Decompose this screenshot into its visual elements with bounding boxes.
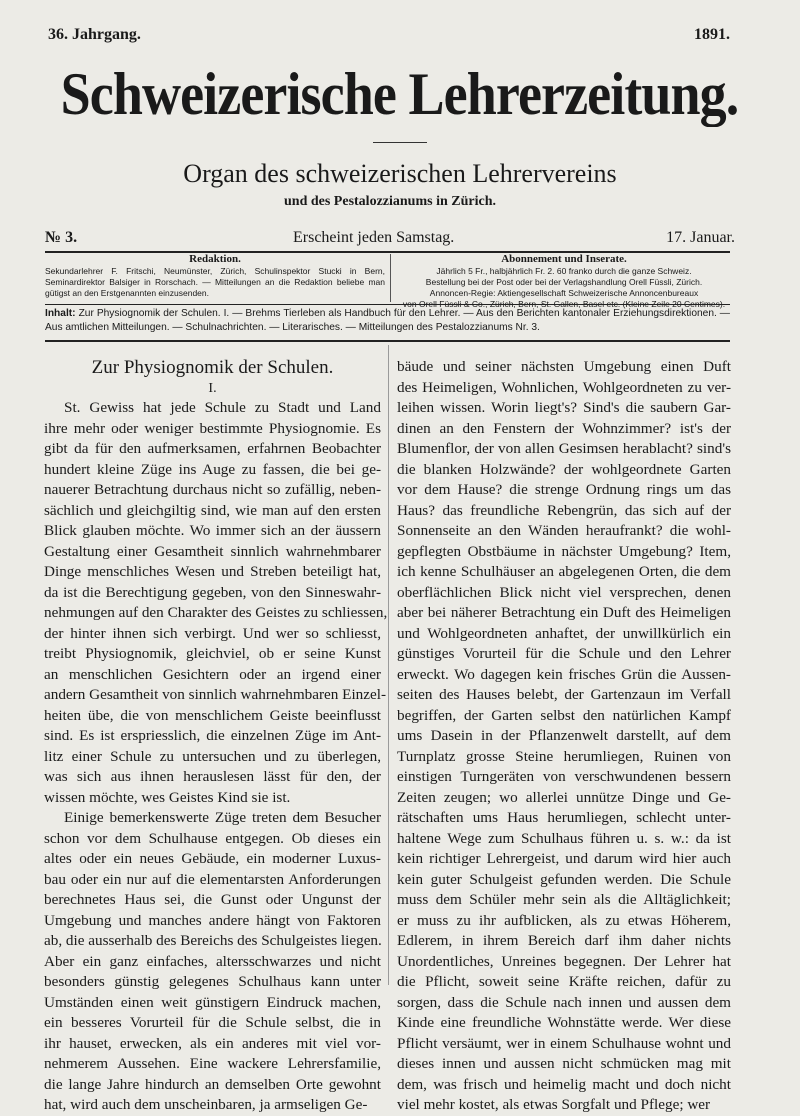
text-line: ein besseres Vorurteil für die Schule selbst, die in bbox=[44, 1014, 381, 1031]
text-line: nauerer Betrachtung durchaus nicht so zufällig, neben- bbox=[44, 481, 381, 498]
text-line: heiten übe, die von menschlichem Geiste beeinflusst bbox=[44, 706, 381, 724]
text-line: kein guter Schulgeist gefunden werden. Die Schule bbox=[397, 870, 731, 888]
left-column-text bbox=[44, 398, 388, 1116]
text-line: ihr hauset, erwecken, als ein anderes mit viel vor- bbox=[44, 1034, 381, 1052]
redaktion-text: Sekundarlehrer F. Fritschi, Neumünster, Zürich, Schulinspektor Stucki in Bern, Seminardirektor Balsiger in Rorschach. — Mitteilungen an die Redaktion beliebe man gütigst an den Erstgenannten einzusenden. bbox=[45, 266, 385, 298]
text-line: ich kenne Schulhäuser an abgelegenen Orten, die dem bbox=[397, 563, 731, 580]
text-line: kein richtiger Lehrergeist, und darum wird hier auch bbox=[397, 850, 731, 867]
title-underline bbox=[373, 142, 427, 143]
text-line: besonders günstig gelegenes Schulhaus kann unter bbox=[44, 973, 381, 990]
text-line: Gestaltung einer Gesamtheit sinnlich wahrnehmbarer bbox=[44, 542, 381, 560]
text-line: oberflächlichen Blick nicht viel versprechen, denen bbox=[397, 583, 731, 601]
text-line: aber bei näherer Betrachtung ein Duft des Heimeligen bbox=[397, 604, 731, 621]
text-line: bau oder ein nur auf die elementarsten Anforderungen bbox=[44, 870, 381, 888]
redaktion-box bbox=[45, 253, 385, 301]
text-line: Umgebung und manches andere hängt von Faktoren bbox=[44, 911, 381, 929]
text-line: bäude und seiner nächsten Umgebung einen Duft bbox=[397, 358, 731, 375]
text-line: ihre mehr oder weniger bestimmte Physiognomie. Es bbox=[44, 419, 381, 437]
text-line: Sonnenseite an den Wänden heraufrankt? die wohl- bbox=[397, 522, 731, 539]
text-line: ab, die ausserhalb des Bereichs des Schulgeistes liegen. bbox=[44, 932, 382, 949]
text-line: die lange Jahre hindurch an demselben Orte gewohnt bbox=[44, 1075, 381, 1093]
text-line: nehmerem Aussehen. Eine wackere Lehrersfamilie, bbox=[44, 1055, 381, 1072]
issue-row bbox=[45, 229, 735, 249]
abonnement-line: Annoncen-Regie: Aktiengesellschaft Schweizerische Annoncenbureaux bbox=[429, 288, 699, 298]
article-title: Zur Physiognomik der Schulen. bbox=[91, 357, 334, 378]
redaktion-heading: Redaktion. bbox=[189, 253, 241, 265]
text-line: altes oder ein neues Gebäude, ein moderner Luxus- bbox=[44, 850, 381, 867]
text-line: Zeiten zeugen; wo allerlei unnütze Dinge und Ge- bbox=[397, 788, 731, 806]
text-line: die blanken Holzwände? der wohlgeordnete Garten bbox=[397, 460, 731, 478]
abonnement-box bbox=[398, 253, 730, 309]
text-line: treibt Physiognomik, gleichviel, ob er seine Kunst bbox=[44, 645, 381, 662]
text-line: hundert kleine Züge ins Auge zu fassen, die bei ge- bbox=[44, 460, 381, 478]
text-line: Umständen einen weit günstigern Eindruck machen, bbox=[44, 993, 381, 1011]
text-line: dieses innen und aussen nicht schmücken mag mit bbox=[397, 1055, 731, 1072]
volume-label: 36. Jahrgang. bbox=[48, 26, 141, 43]
text-line: des Heimeligen, Wohnlichen, Wohlgeordneten zu ver- bbox=[397, 378, 731, 396]
rule-middle bbox=[45, 304, 730, 305]
abonnement-line: von Orell Füssli & Co., Zürich, Bern, St. Gallen, Basel etc. (Kleine Zeile 20 Centimes). bbox=[402, 299, 726, 309]
text-line: er muss zu ihr aufblicken, als zu etwas Höherem, bbox=[397, 911, 731, 929]
text-line: ums Dasein in der Pflanzenwelt darstellt, auf dem bbox=[397, 727, 731, 744]
subtitle-secondary: und des Pestalozzianums in Zürich. bbox=[284, 194, 496, 209]
text-line: litz einer Schule zu untersuchen und zu überlegen, bbox=[44, 747, 381, 765]
contents-label: Inhalt: bbox=[45, 308, 76, 319]
text-line: erweckt. Wo dagegen kein frisches Grün die Aussen- bbox=[397, 665, 731, 683]
column-divider bbox=[388, 345, 389, 985]
contents-text: Zur Physiognomik der Schulen. I. — Brehms Tierleben als Handbuch für den Lehrer. — Aus den Berichten kantonaler Erziehungsdirektionen. — Aus amtlichen Mitteilungen. — Schulnachrichten. — Literarisches. — Mitteilungen des Pestalozzianums Nr. 3. bbox=[45, 308, 730, 333]
text-line: vor dem Hause? die strenge Ordnung rings um das bbox=[397, 481, 731, 498]
issue-number: № 3. bbox=[45, 229, 78, 246]
text-line: dem, was frisch und heimelig macht und doch nicht bbox=[397, 1075, 731, 1093]
abonnement-heading: Abonnement und Inserate. bbox=[501, 253, 627, 265]
text-line: was sich aus ihnen herauslesen lässt für den, der bbox=[44, 768, 381, 785]
masthead bbox=[0, 52, 800, 143]
text-line: berechnetes Haus sei, die Gunst oder Ungunst der bbox=[44, 891, 381, 908]
text-line: muss dem Schüler mehr sein als die Alltäglichkeit; bbox=[397, 891, 731, 908]
text-line: der hinter ihnen sich verbirgt. Und wer so schliesst, bbox=[44, 624, 381, 642]
text-line: schon vor dem Schulhause entgegen. Ob dieses ein bbox=[44, 829, 381, 847]
text-line: Kinde eine freundliche Wohnstätte werde. Wer diese bbox=[397, 1014, 731, 1031]
box-divider bbox=[390, 254, 391, 302]
text-line: einstigen Turngeräten von verschwundenen bessern bbox=[397, 768, 731, 785]
text-line: Turnplatz grosse Steine herumliegen, Ruinen von bbox=[397, 747, 731, 765]
top-line bbox=[48, 26, 730, 44]
text-line: und Wohlgeordneten anhaftet, der unwillkürlich ein bbox=[397, 624, 731, 642]
text-line: Blick glauben möchte. Wo immer sich an der äussern bbox=[44, 522, 381, 539]
article-part: I. bbox=[208, 381, 217, 396]
subtitle: Organ des schweizerischen Lehrervereins bbox=[183, 159, 617, 188]
text-line: viel mehr kostet, als etwas Sorgfalt und Pflege; wer bbox=[397, 1096, 711, 1113]
text-line: die Pflicht, soweit seine Kräfte reichen, dafür zu bbox=[397, 973, 731, 990]
text-line: dinen an den Fenstern der Wohnzimmer? ist's der bbox=[397, 419, 731, 437]
abonnement-line: Jährlich 5 Fr., halbjährlich Fr. 2. 60 franko durch die ganze Schweiz. bbox=[436, 266, 692, 276]
text-line: nehmungen auf den Charakter des Geistes zu schliessen, bbox=[44, 604, 388, 621]
text-line: Pflicht versäumt, wer in einem Schulhause wohnt und bbox=[397, 1034, 731, 1052]
text-line: hat, wird auch dem unscheinbaren, ja armseligen Ge- bbox=[44, 1096, 368, 1113]
text-line: da ist die Berechtigung gegeben, von den Sinneswahr- bbox=[44, 583, 381, 601]
text-line: St. Gewiss hat jede Schule zu Stadt und Land bbox=[64, 399, 381, 416]
article-column-left bbox=[44, 350, 388, 1116]
text-line: Haus? das freundliche Rebengrün, das sich auf der bbox=[397, 501, 731, 519]
text-line: begriffen, der Garten selbst den natürlichen Kampf bbox=[397, 706, 731, 724]
text-line: Einige bemerkenswerte Züge treten dem Besucher bbox=[64, 809, 381, 826]
text-line: Edlerem, in ihrem Bereich darf ihm daher nichts bbox=[397, 932, 731, 949]
text-line: günstiges Vorurteil für die Schule und den Lehrer bbox=[397, 645, 731, 662]
text-line: sind. Es ist erspriesslich, die einzelnen Züge im Ant- bbox=[44, 727, 381, 744]
text-line: wissen möchte, wes Geistes Kind sie ist. bbox=[44, 788, 291, 806]
text-line: seiten des Hauses belebt, der Gartenzaun im Verfall bbox=[397, 686, 731, 703]
rule-bottom bbox=[45, 340, 730, 342]
text-line: sächlich und gleichgiltig sind, wie man auf den ersten bbox=[44, 501, 381, 519]
publication-frequency: Erscheint jeden Samstag. bbox=[293, 229, 455, 246]
text-line: leihen wissen. Worin liegt's? Sind's die saubern Gar- bbox=[397, 399, 731, 416]
text-line: gibt da für den aufmerksamen, erfahrnen Beobachter bbox=[44, 440, 381, 457]
year-label: 1891. bbox=[694, 26, 730, 43]
text-line: rätschaften ums Haus herumliegen, schlecht unter- bbox=[397, 809, 731, 826]
text-line: Blumenflor, der von allen Gesimsen herablacht? sind's bbox=[397, 440, 731, 457]
abonnement-line: Bestellung bei der Post oder bei der Verlagshandlung Orell Füssli, Zürich. bbox=[425, 277, 703, 287]
table-of-contents bbox=[45, 307, 730, 335]
text-line: an menschlichen Gesichtern oder an irgend einer bbox=[44, 665, 381, 683]
article-column-right bbox=[397, 357, 731, 1116]
right-column-text bbox=[397, 357, 731, 1116]
newspaper-title: Schweizerische Lehrerzeitung. bbox=[61, 61, 739, 127]
text-line: haltene Wege zum Schulhaus führen u. s. w.: da ist bbox=[397, 829, 731, 847]
text-line: Aber ein ganz einfaches, altersschwarzes und nicht bbox=[44, 952, 381, 970]
issue-date: 17. Januar. bbox=[666, 229, 735, 246]
text-line: sorgen, dass die Schule nach innen und aussen dem bbox=[397, 993, 731, 1011]
text-line: Unordentliches, Unreines begegnen. Der Lehrer hat bbox=[397, 952, 731, 970]
text-line: Dinge menschliches Wesen und Streben beteiligt hat, bbox=[44, 563, 381, 580]
text-line: andern Gesamtheit von sinnlich wahrnehmbaren Einzel- bbox=[44, 686, 387, 703]
text-line: gepflegten Obstbäume in nächster Umgebung? Item, bbox=[397, 542, 731, 560]
